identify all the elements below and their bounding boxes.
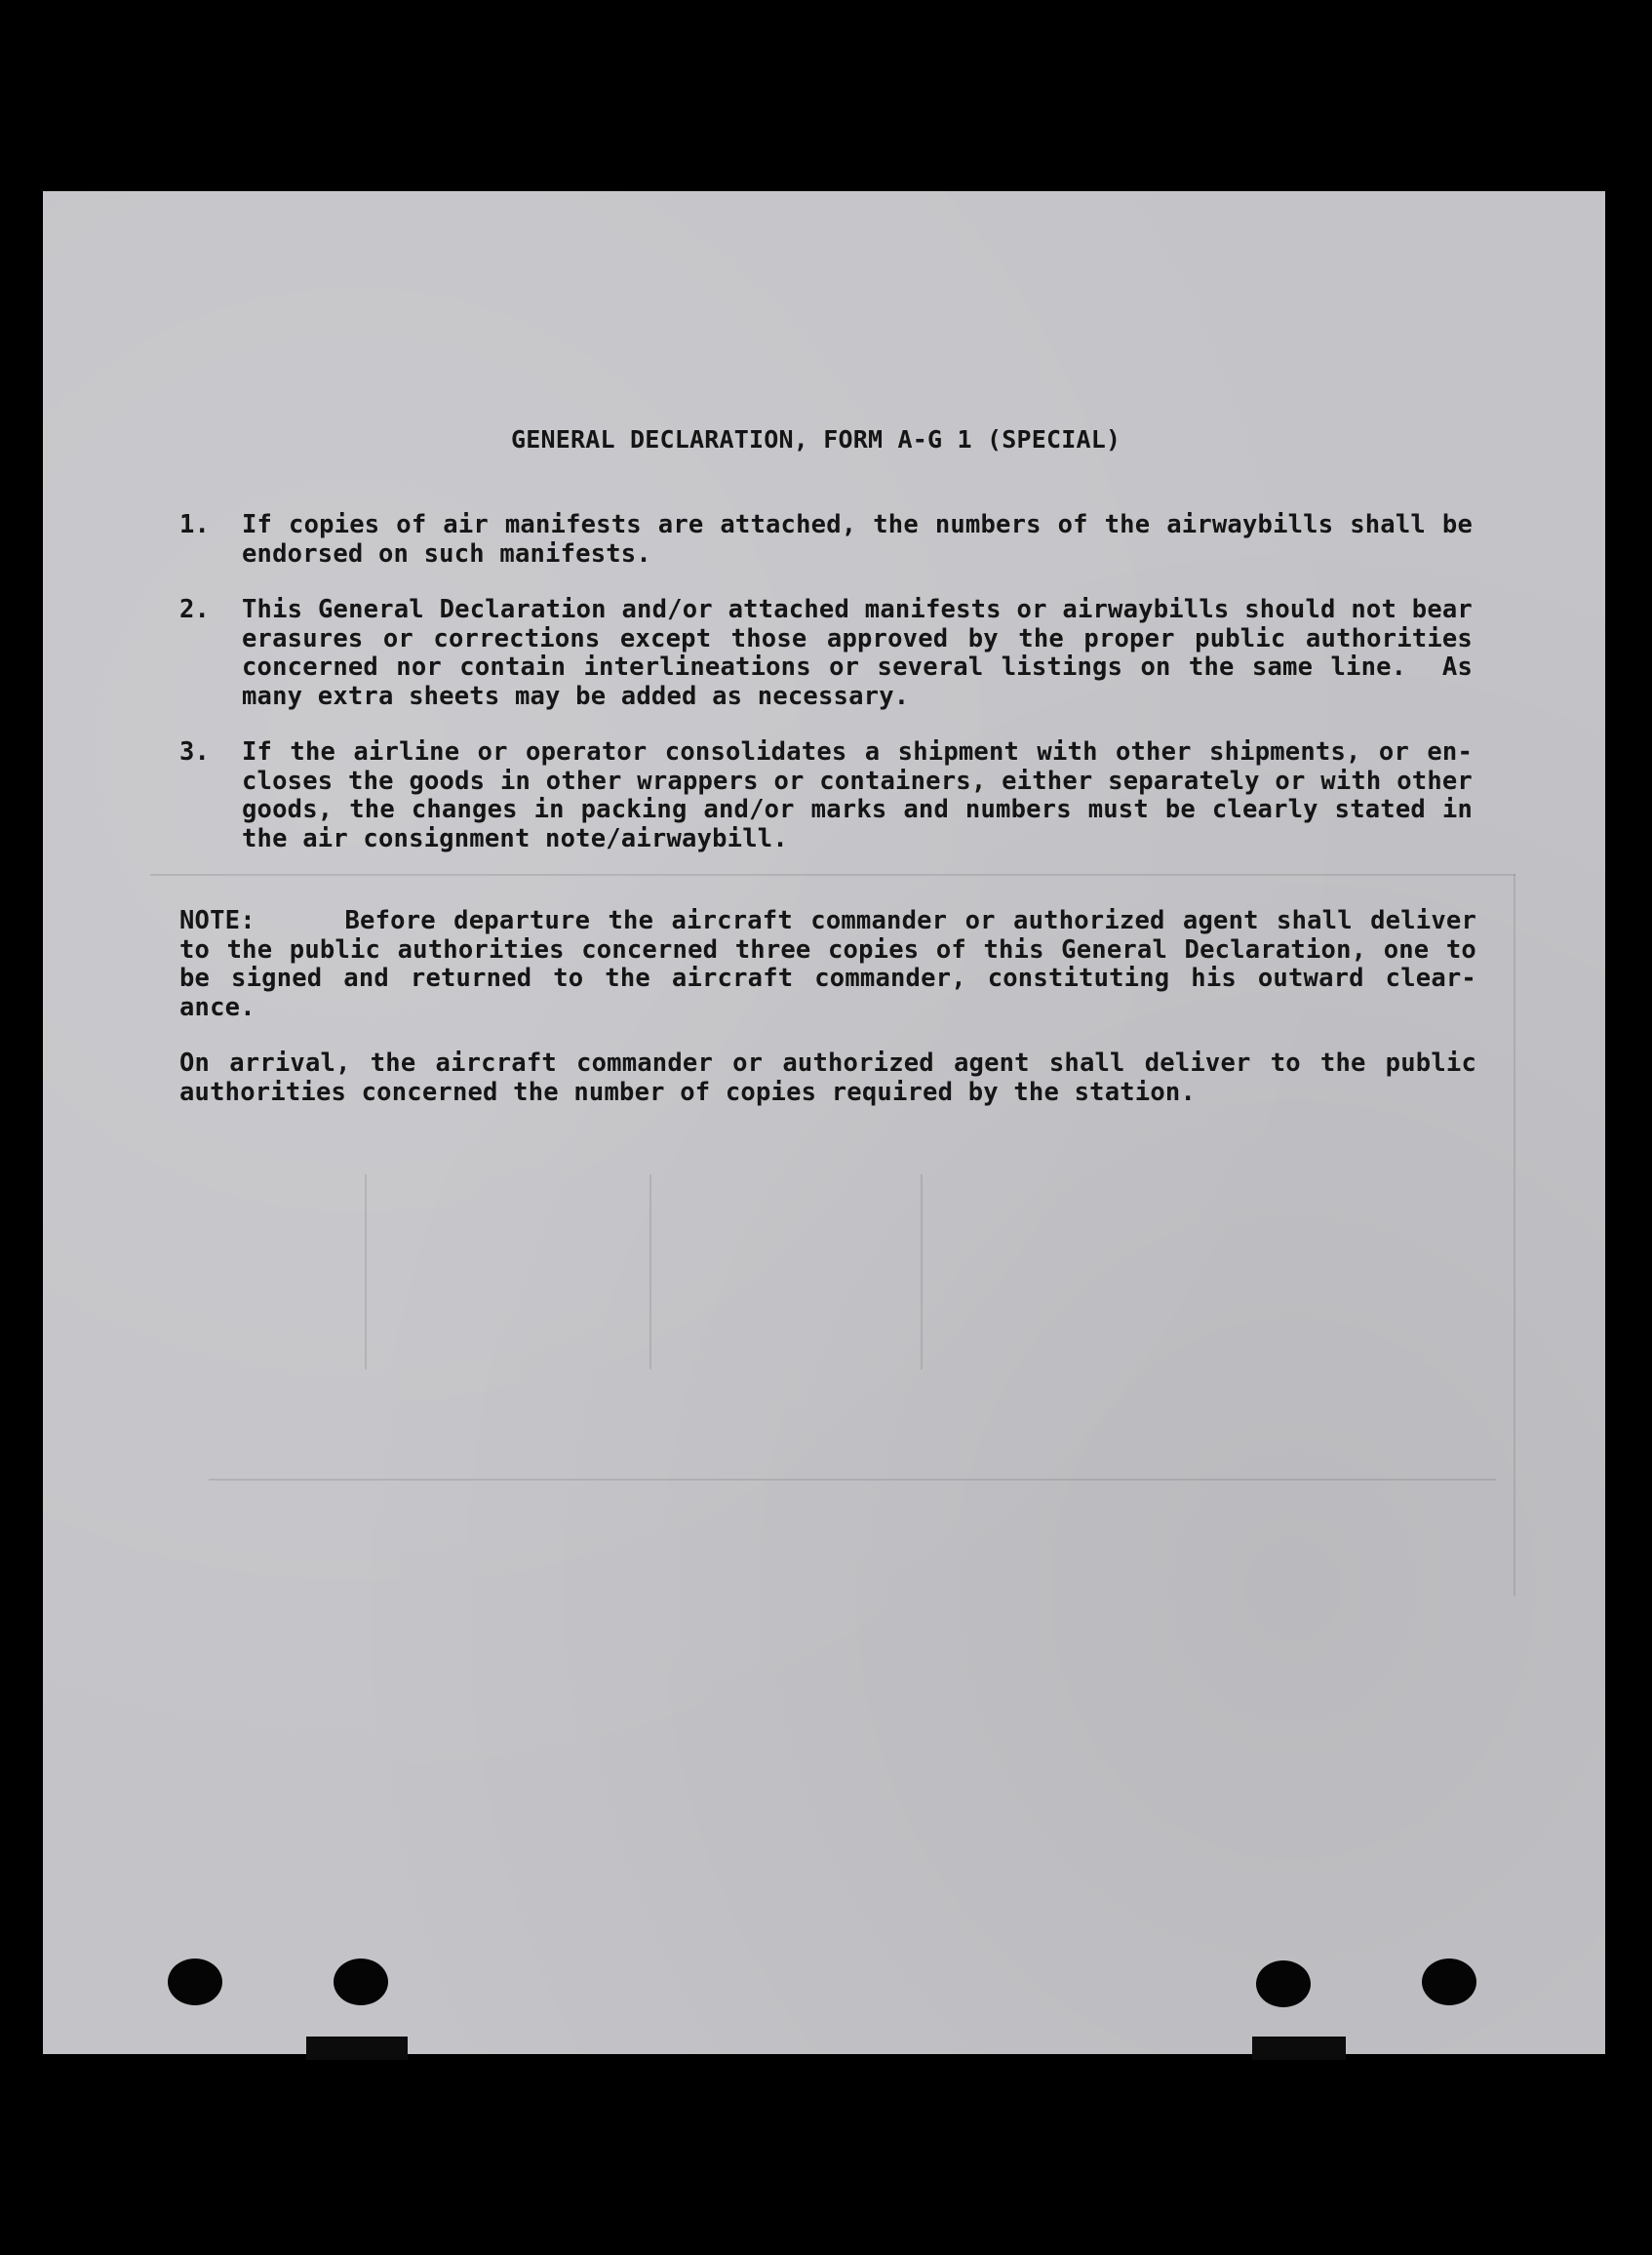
text-line: goods, the changes in packing and/or marks and numbers must be clearly stated in (242, 795, 1473, 824)
arrival-paragraph (179, 1049, 1476, 1107)
text-line: NOTE: Before departure the aircraft commander or authorized agent shall deliver (179, 906, 1476, 935)
text-line: concerned nor contain interlineations or several listings on the same line. As (242, 653, 1473, 682)
note-paragraph (179, 907, 1476, 1022)
show-through-line (1514, 874, 1515, 1596)
paper-sheet (43, 191, 1605, 2054)
item-number: 1. (179, 510, 211, 539)
punch-hole (168, 1958, 222, 2005)
text-line: be signed and returned to the aircraft commander, constituting his outward clear- (179, 964, 1476, 993)
show-through-line (365, 1174, 367, 1369)
text-line: to the public authorities concerned three copies of this General Declaration, one to (179, 934, 1476, 965)
binding-tab (1252, 2037, 1346, 2060)
item-text (242, 511, 1473, 569)
show-through-line (209, 1479, 1496, 1481)
item-text (242, 596, 1473, 711)
punch-hole (334, 1958, 388, 2005)
text-line: endorsed on such manifests. (242, 538, 651, 569)
punch-hole (1256, 1960, 1311, 2007)
text-line: the air consignment note/airwaybill. (242, 823, 788, 853)
text-line: erasures or corrections except those approved by the proper public authorities (242, 623, 1473, 653)
text-line: If the airline or operator consolidates a shipment with other shipments, or en- (242, 737, 1473, 767)
show-through-line (649, 1174, 651, 1369)
text-line: If copies of air manifests are attached, the numbers of the airwaybills shall be (242, 510, 1473, 539)
punch-hole (1422, 1958, 1476, 2005)
show-through-line (921, 1174, 923, 1369)
text-line: authorities concerned the number of copies required by the station. (179, 1077, 1197, 1107)
text-line: closes the goods in other wrappers or containers, either separately or with other (242, 766, 1473, 796)
text-line: many extra sheets may be added as necessary. (242, 681, 910, 711)
text-line: This General Declaration and/or attached manifests or airwaybills should not bear (242, 595, 1473, 624)
text-line: On arrival, the aircraft commander or authorized agent shall deliver to the public (179, 1048, 1476, 1078)
item-text (242, 738, 1473, 853)
item-number: 3. (179, 737, 211, 767)
show-through-line (150, 874, 1515, 876)
binding-tab (306, 2037, 408, 2060)
item-number: 2. (179, 595, 211, 624)
document-title: GENERAL DECLARATION, FORM A-G 1 (SPECIAL) (511, 425, 1121, 454)
text-line: ance. (179, 992, 256, 1022)
